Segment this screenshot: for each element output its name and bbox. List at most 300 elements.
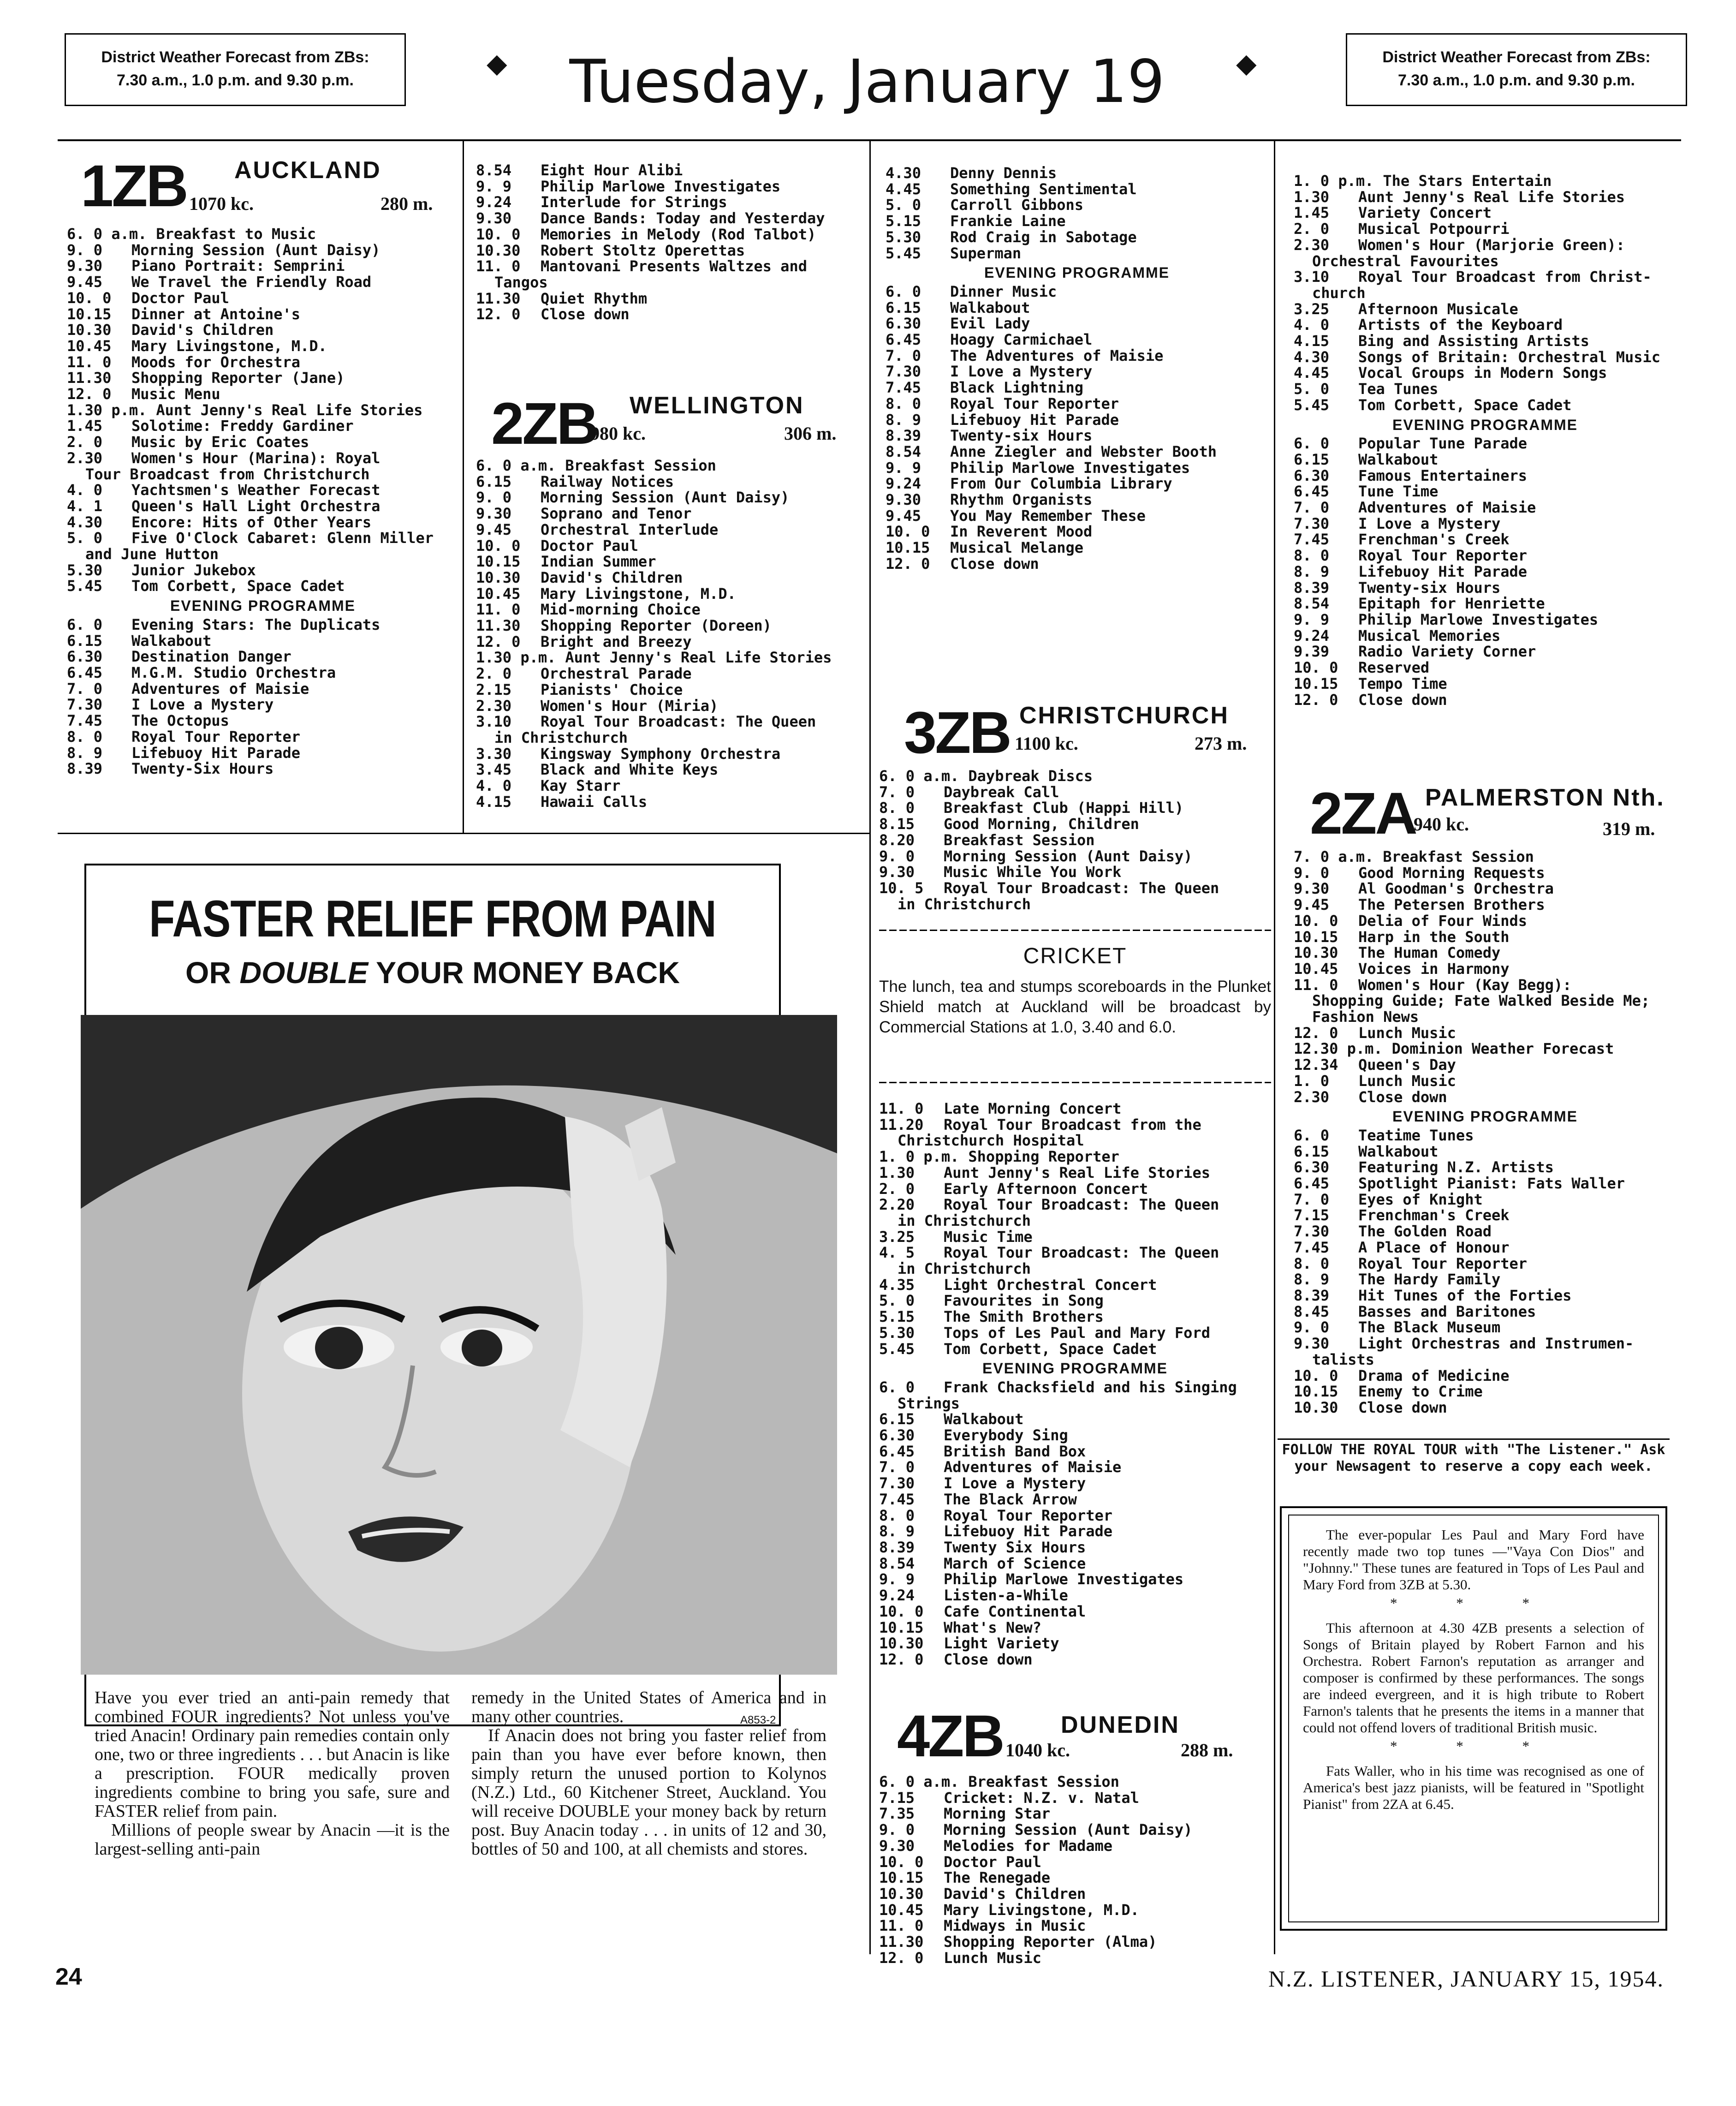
programme-row bbox=[476, 762, 866, 778]
programme-title: Daybreak Discs bbox=[968, 767, 1093, 785]
programme-time: 10.15 bbox=[1294, 1383, 1338, 1401]
programme-time bbox=[879, 1213, 898, 1229]
programme-row bbox=[476, 730, 866, 746]
programme-time: 9.45 bbox=[67, 273, 103, 291]
programme-title: Morning Session (Aunt Daisy) bbox=[541, 489, 790, 507]
programme-row bbox=[1294, 1207, 1677, 1223]
programme-time: 4. 0 bbox=[1294, 316, 1330, 334]
cricket-heading: CRICKET bbox=[1023, 944, 1127, 968]
programme-row bbox=[67, 434, 459, 450]
programme-row bbox=[476, 210, 866, 227]
programme-title: Close down bbox=[541, 305, 630, 323]
programme-time: 8. 0 bbox=[879, 1506, 915, 1524]
programme-time: 3.10 bbox=[1294, 268, 1330, 286]
programme-time: 5.45 bbox=[67, 577, 103, 595]
programme-time: 10.30 bbox=[476, 568, 521, 586]
programme-time: 10.30 bbox=[67, 321, 112, 339]
programme-time: 5.45 bbox=[879, 1340, 915, 1358]
programme-row bbox=[1294, 333, 1677, 349]
programme-title: Bing and Assisting Artists bbox=[1358, 332, 1589, 350]
programme-time: 7.45 bbox=[1294, 1238, 1330, 1256]
programme-title: Memories in Melody (Rod Talbot) bbox=[541, 225, 816, 243]
programme-time: 6.45 bbox=[1294, 1175, 1330, 1193]
programme-title: Royal Tour Broadcast from the bbox=[944, 1116, 1201, 1134]
programme-title: Mid-morning Choice bbox=[541, 601, 701, 619]
programme-title: Women's Hour (Marjorie Green): bbox=[1358, 236, 1625, 254]
programme-time: 6.45 bbox=[886, 331, 922, 349]
programme-time: 6.30 bbox=[1294, 1158, 1330, 1176]
programme-row bbox=[879, 1396, 1271, 1412]
station-code-4zb: 4ZB bbox=[897, 1703, 1003, 1769]
programme-row bbox=[1294, 1009, 1677, 1025]
programme-title: Philip Marlowe Investigates bbox=[950, 459, 1190, 477]
programme-title: Railway Notices bbox=[541, 472, 674, 490]
section-rule bbox=[58, 833, 869, 834]
programme-row bbox=[67, 578, 459, 594]
programme-time: 1.45 bbox=[1294, 204, 1330, 222]
programme-time: 1.30 p.m. bbox=[476, 649, 556, 667]
weather-forecast-box-left bbox=[65, 33, 406, 106]
programme-title: Songs of Britain: Orchestral Music bbox=[1358, 348, 1661, 366]
programme-row bbox=[476, 506, 866, 522]
programme-row bbox=[476, 489, 866, 506]
programme-time: 5.15 bbox=[879, 1308, 915, 1326]
programme-time: 2.30 bbox=[67, 449, 103, 467]
programme-title: Breakfast Club (Happi Hill) bbox=[944, 799, 1184, 817]
programme-title: Destination Danger bbox=[131, 648, 291, 666]
programme-title: Dinner Music bbox=[950, 282, 1057, 300]
programme-row bbox=[879, 848, 1271, 865]
programme-title: Close down bbox=[1358, 1398, 1447, 1416]
programme-time: 6. 0 bbox=[1294, 1126, 1330, 1144]
programme-title: Early Afternoon Concert bbox=[944, 1180, 1148, 1198]
programme-title: Famous Entertainers bbox=[1358, 466, 1528, 484]
programme-title: Christchurch Hospital bbox=[898, 1132, 1084, 1150]
programme-title: Women's Hour (Miria) bbox=[541, 697, 719, 715]
programme-row bbox=[886, 364, 1268, 380]
programme-row bbox=[879, 1587, 1271, 1604]
programme-title: Close down bbox=[1358, 691, 1447, 709]
programme-title: Frank Chacksfield and his Singing bbox=[944, 1378, 1237, 1396]
programme-title: Artists of the Keyboard bbox=[1358, 316, 1563, 334]
programme-time: 6.30 bbox=[879, 1426, 915, 1444]
programme-row bbox=[476, 522, 866, 538]
programme-title: Orchestral Parade bbox=[541, 665, 692, 683]
evening-heading: EVENING PROGRAMME bbox=[1392, 416, 1578, 433]
programme-title: Royal Tour Reporter bbox=[1358, 547, 1528, 565]
programme-time: 4.15 bbox=[1294, 332, 1330, 350]
programme-row bbox=[67, 322, 459, 338]
programme-title: Fashion News bbox=[1312, 1008, 1419, 1026]
programme-row bbox=[476, 794, 866, 810]
programme-title: Doctor Paul bbox=[541, 537, 638, 555]
cricket-notice: The lunch, tea and stumps scoreboards in the Plunket Shield match at Auckland will be broadcast by Commercial Stations at 1.0, 3.40 and 6.0. bbox=[879, 978, 1271, 1036]
programme-row bbox=[879, 1556, 1271, 1572]
programme-time: 5. 0 bbox=[1294, 380, 1330, 398]
advert-subhead-emphasis: DOUBLE bbox=[239, 955, 369, 990]
programme-title: Royal Tour Reporter bbox=[950, 394, 1119, 412]
programme-time: 6.15 bbox=[67, 632, 103, 650]
programme-title: Black Lightning bbox=[950, 379, 1083, 397]
programme-time: 8. 9 bbox=[879, 1522, 915, 1540]
programme-time: 8.54 bbox=[879, 1554, 915, 1572]
programme-title: in Christchurch bbox=[898, 895, 1031, 913]
programme-time: 6.45 bbox=[1294, 483, 1330, 501]
programme-time: 10. 0 bbox=[67, 289, 112, 307]
programme-time: 10.30 bbox=[879, 1885, 924, 1903]
programme-time: 2. 0 bbox=[67, 433, 103, 451]
programme-row bbox=[879, 1870, 1271, 1886]
programme-title: Twenty-six Hours bbox=[1358, 579, 1501, 597]
programme-title: Evening Stars: The Duplicats bbox=[131, 615, 380, 633]
programme-title: Daybreak Call bbox=[944, 783, 1059, 801]
programme-title: Late Morning Concert bbox=[944, 1100, 1122, 1117]
programme-row bbox=[1294, 1336, 1677, 1352]
programme-time: 1.30 bbox=[1294, 188, 1330, 206]
programme-row bbox=[1294, 516, 1677, 532]
programme-time bbox=[1294, 1352, 1312, 1368]
programme-title: Frenchman's Creek bbox=[1358, 531, 1510, 549]
programme-title: Basses and Baritones bbox=[1358, 1302, 1536, 1320]
programme-time: 7.30 bbox=[1294, 514, 1330, 532]
programme-title: Robert Stoltz Operettas bbox=[541, 241, 745, 259]
programme-title: You May Remember These bbox=[950, 507, 1146, 525]
programme-title: Twenty Six Hours bbox=[944, 1538, 1086, 1556]
programme-time: 2.30 bbox=[1294, 1088, 1330, 1106]
programme-row bbox=[476, 258, 866, 274]
programme-row bbox=[67, 226, 459, 242]
programme-title: Variety Concert bbox=[1358, 204, 1492, 222]
programme-title: Light Orchestras and Instrumen- bbox=[1358, 1335, 1634, 1353]
programme-time bbox=[476, 274, 494, 291]
programme-time: 4.45 bbox=[1294, 364, 1330, 382]
programme-title: Epitaph for Henriette bbox=[1358, 595, 1545, 613]
programme-time bbox=[879, 896, 898, 913]
programme-title: David's Children bbox=[944, 1885, 1086, 1903]
programme-title: Aunt Jenny's Real Life Stories bbox=[565, 649, 832, 667]
programme-row bbox=[1294, 1223, 1677, 1240]
programme-title: Tour Broadcast from Christchurch bbox=[85, 465, 370, 483]
programme-title: Queen's Hall Light Orchestra bbox=[131, 497, 380, 515]
station-city: DUNEDIN bbox=[1061, 1712, 1180, 1738]
programme-row bbox=[476, 602, 866, 618]
programme-title: Shopping Reporter bbox=[968, 1148, 1119, 1166]
programme-time bbox=[879, 1261, 898, 1277]
programme-row bbox=[67, 697, 459, 713]
programme-time: 12. 0 bbox=[879, 1650, 924, 1668]
programme-row bbox=[886, 540, 1268, 556]
section-rule bbox=[879, 930, 1271, 931]
programme-title: The Petersen Brothers bbox=[1358, 896, 1545, 914]
programme-row bbox=[67, 546, 459, 562]
separator-stars: * * * bbox=[1390, 1738, 1557, 1754]
weather-forecast-text: District Weather Forecast from ZBs: 7.30 a.m., 1.0 p.m. and 9.30 p.m. bbox=[1382, 48, 1651, 89]
programme-row bbox=[476, 306, 866, 322]
programme-title: Kingsway Symphony Orchestra bbox=[541, 745, 781, 763]
programme-time: 10.45 bbox=[67, 337, 112, 355]
programme-time: 9.45 bbox=[476, 520, 512, 538]
programme-row bbox=[879, 1245, 1271, 1261]
programme-time: 9.39 bbox=[1294, 643, 1330, 661]
programme-row bbox=[1294, 1352, 1677, 1368]
programme-time: 4.30 bbox=[67, 513, 103, 531]
programme-title: Tangos bbox=[494, 273, 548, 291]
programme-row bbox=[879, 1475, 1271, 1492]
programme-title: Morning Session (Aunt Daisy) bbox=[944, 847, 1193, 865]
programme-row bbox=[476, 570, 866, 586]
programme-list-1zb bbox=[67, 226, 459, 777]
programme-row bbox=[1294, 660, 1677, 676]
programme-row bbox=[67, 761, 459, 777]
programme-row bbox=[886, 181, 1268, 197]
programme-title: Morning Session (Aunt Daisy) bbox=[131, 241, 380, 259]
programme-title: Carroll Gibbons bbox=[950, 196, 1083, 214]
programme-time: 3.10 bbox=[476, 713, 512, 731]
programme-row bbox=[879, 1411, 1271, 1427]
programme-row bbox=[67, 530, 459, 546]
programme-title: Piano Portrait: Semprini bbox=[131, 257, 345, 275]
programme-time: 4. 1 bbox=[67, 497, 103, 515]
programme-title: Bright and Breezy bbox=[541, 632, 692, 650]
programme-row bbox=[879, 864, 1271, 880]
programme-row bbox=[476, 682, 866, 698]
programme-title: M.G.M. Studio Orchestra bbox=[131, 663, 336, 681]
programme-row bbox=[879, 1918, 1271, 1934]
programme-row bbox=[67, 617, 459, 633]
station-frequency: 1100 kc. bbox=[1015, 733, 1078, 754]
programme-time: 5.45 bbox=[886, 244, 922, 262]
programme-time: 9. 9 bbox=[879, 1570, 915, 1588]
programme-title: Harp in the South bbox=[1358, 928, 1510, 946]
programme-title: Shopping Reporter (Jane) bbox=[131, 369, 345, 387]
programme-title: Light Variety bbox=[944, 1635, 1059, 1653]
programme-title: Music by Eric Coates bbox=[131, 433, 309, 451]
programme-row bbox=[879, 816, 1271, 832]
programme-time: 10.15 bbox=[1294, 674, 1338, 692]
programme-title: Doctor Paul bbox=[131, 289, 229, 307]
programme-row bbox=[886, 348, 1268, 364]
programme-row bbox=[879, 1838, 1271, 1854]
programme-title: Women's Hour (Marina): Royal bbox=[131, 449, 380, 467]
programme-time: 8. 9 bbox=[1294, 1271, 1330, 1289]
programme-time bbox=[1294, 993, 1312, 1009]
programme-title: Breakfast to Music bbox=[156, 225, 316, 243]
programme-time: 12.30 p.m. bbox=[1294, 1040, 1383, 1058]
programme-row bbox=[879, 832, 1271, 848]
programme-title: Anne Ziegler and Webster Booth bbox=[950, 442, 1217, 460]
programme-time: 12.34 bbox=[1294, 1056, 1338, 1074]
programme-time: 7.45 bbox=[886, 379, 922, 397]
programme-row bbox=[879, 800, 1271, 816]
programme-row bbox=[879, 1427, 1271, 1444]
programme-time bbox=[879, 1396, 898, 1412]
programme-title: Denny Dennis bbox=[950, 164, 1057, 182]
programme-row bbox=[879, 1620, 1271, 1636]
programme-title: Kay Starr bbox=[541, 777, 621, 795]
programme-time: 9.24 bbox=[1294, 626, 1330, 644]
programme-time: 11.30 bbox=[67, 369, 112, 387]
programme-row bbox=[1294, 1025, 1677, 1041]
programme-time: 6.15 bbox=[1294, 1142, 1330, 1160]
programme-title: Superman bbox=[950, 244, 1022, 262]
programme-row bbox=[1294, 436, 1677, 452]
programme-title: Walkabout bbox=[1358, 450, 1439, 468]
programme-title: Lifebuoy Hit Parade bbox=[950, 411, 1119, 429]
programme-time: 8. 9 bbox=[886, 411, 922, 429]
programme-row bbox=[879, 1309, 1271, 1325]
woman-portrait-illustration bbox=[81, 1015, 837, 1675]
programme-title: Quiet Rhythm bbox=[541, 289, 648, 307]
programme-row bbox=[1294, 381, 1677, 397]
programme-row bbox=[1294, 1384, 1677, 1400]
programme-time: 10.30 bbox=[1294, 944, 1338, 962]
programme-time: 2. 0 bbox=[879, 1180, 915, 1198]
programme-row bbox=[879, 1934, 1271, 1950]
programme-row bbox=[879, 1492, 1271, 1508]
programme-time: 9. 9 bbox=[886, 459, 922, 477]
programme-time: 6.15 bbox=[476, 472, 512, 490]
page-number: 24 bbox=[55, 1963, 82, 1990]
programme-title: Cricket: N.Z. v. Natal bbox=[944, 1789, 1139, 1807]
programme-list-4zb-cont bbox=[1294, 173, 1677, 708]
programme-row bbox=[476, 778, 866, 794]
programme-time: 7. 0 bbox=[879, 783, 915, 801]
programme-title: The Renegade bbox=[944, 1869, 1051, 1887]
programme-list-2zb bbox=[476, 458, 866, 810]
programme-title: Musical Melange bbox=[950, 539, 1083, 557]
programme-title: The Black Museum bbox=[1358, 1318, 1501, 1336]
programme-title: I Love a Mystery bbox=[950, 363, 1093, 381]
programme-time bbox=[67, 466, 85, 483]
programme-row bbox=[476, 538, 866, 554]
programme-time: 2.20 bbox=[879, 1196, 915, 1214]
programme-title: Orchestral Favourites bbox=[1312, 252, 1499, 270]
programme-time: 12. 0 bbox=[886, 555, 930, 573]
programme-row bbox=[67, 306, 459, 322]
programme-time: 4. 0 bbox=[67, 481, 103, 499]
programme-row bbox=[886, 165, 1268, 181]
programme-time: 9.24 bbox=[879, 1587, 915, 1605]
programme-row bbox=[1294, 977, 1677, 993]
programme-row bbox=[1294, 929, 1677, 945]
programme-time: 6.15 bbox=[1294, 450, 1330, 468]
programme-title: Tune Time bbox=[1358, 483, 1439, 501]
programme-row bbox=[879, 1950, 1271, 1966]
programme-row bbox=[879, 1635, 1271, 1652]
programme-time: 1.45 bbox=[67, 417, 103, 435]
programme-row bbox=[67, 402, 459, 418]
programme-time: 9. 9 bbox=[1294, 610, 1330, 628]
programme-row bbox=[879, 1652, 1271, 1668]
programme-time: 1. 0 p.m. bbox=[1294, 172, 1374, 190]
programme-time: 8. 0 bbox=[879, 799, 915, 817]
programme-row bbox=[879, 1902, 1271, 1918]
programme-row bbox=[1294, 1073, 1677, 1089]
publication-line: N.Z. LISTENER, JANUARY 15, 1954. bbox=[1268, 1966, 1664, 1992]
programme-time: 11. 0 bbox=[879, 1917, 924, 1935]
programme-row bbox=[1294, 564, 1677, 580]
programme-title: church bbox=[1312, 284, 1366, 302]
programme-time: 8.45 bbox=[1294, 1302, 1330, 1320]
programme-time: 8. 0 bbox=[886, 394, 922, 412]
programme-time: 7. 0 bbox=[67, 680, 103, 698]
programme-list-1zb-cont bbox=[476, 162, 866, 322]
programme-row bbox=[1294, 285, 1677, 301]
programme-row bbox=[476, 586, 866, 602]
programme-title: Tom Corbett, Space Cadet bbox=[1358, 396, 1572, 414]
programme-title: A Place of Honour bbox=[1358, 1238, 1510, 1256]
programme-title: The Hardy Family bbox=[1358, 1271, 1501, 1289]
programme-row bbox=[476, 634, 866, 650]
programme-title: I Love a Mystery bbox=[944, 1474, 1086, 1492]
programme-title: Interlude for Strings bbox=[541, 193, 727, 211]
programme-title: Tops of Les Paul and Mary Ford bbox=[944, 1324, 1210, 1342]
programme-title: Royal Tour Broadcast: The Queen bbox=[944, 1244, 1219, 1262]
programme-row bbox=[1294, 628, 1677, 644]
programme-title: Musical Potpourri bbox=[1358, 220, 1510, 238]
programme-time: 6. 0 bbox=[1294, 435, 1330, 453]
programme-row bbox=[1294, 269, 1677, 285]
programme-row bbox=[476, 291, 866, 307]
programme-title: Junior Jukebox bbox=[131, 561, 256, 579]
programme-title: Eyes of Knight bbox=[1358, 1190, 1483, 1208]
programme-title: Voices in Harmony bbox=[1358, 960, 1510, 978]
programme-row bbox=[67, 633, 459, 649]
programme-time: 8.54 bbox=[886, 442, 922, 460]
programme-row bbox=[1294, 205, 1677, 221]
programme-title: Walkabout bbox=[950, 298, 1030, 316]
weather-forecast-box-right bbox=[1346, 33, 1687, 106]
programme-time: 1. 0 bbox=[1294, 1072, 1330, 1090]
programme-title: Black and White Keys bbox=[541, 761, 719, 779]
programme-title: David's Children bbox=[131, 321, 274, 339]
programme-title: Walkabout bbox=[131, 632, 212, 650]
programme-title: Queen's Day bbox=[1358, 1056, 1456, 1074]
section-rule bbox=[1278, 1438, 1670, 1440]
programme-row bbox=[476, 227, 866, 243]
programme-row bbox=[1294, 676, 1677, 692]
programme-row bbox=[1294, 1304, 1677, 1320]
programme-title: British Band Box bbox=[944, 1442, 1086, 1460]
programme-title: Vocal Groups in Modern Songs bbox=[1358, 364, 1607, 382]
programme-row bbox=[67, 370, 459, 386]
programme-row bbox=[1294, 913, 1677, 929]
programme-title: Five O'Clock Cabaret: Glenn Miller bbox=[131, 529, 434, 547]
programme-time: 7.15 bbox=[879, 1789, 915, 1807]
programme-title: Mantovani Presents Waltzes and bbox=[541, 257, 807, 275]
programme-title: We Travel the Friendly Road bbox=[131, 273, 372, 291]
programme-time: 6. 0 bbox=[886, 282, 922, 300]
programme-title: Solotime: Freddy Gardiner bbox=[131, 417, 354, 435]
programme-row bbox=[67, 681, 459, 697]
programme-title: Close down bbox=[950, 555, 1039, 573]
programme-title: Eight Hour Alibi bbox=[541, 161, 683, 179]
programme-row bbox=[879, 1790, 1271, 1806]
programme-time: 5. 0 bbox=[886, 196, 922, 214]
programme-row bbox=[67, 466, 459, 483]
programme-title: Popular Tune Parade bbox=[1358, 435, 1528, 453]
programme-title: Something Sentimental bbox=[950, 180, 1137, 198]
programme-time: 10.15 bbox=[1294, 928, 1338, 946]
programme-row bbox=[886, 556, 1268, 572]
programme-time: 2. 0 bbox=[476, 665, 512, 683]
programme-time: 9. 0 bbox=[879, 1821, 915, 1839]
programme-row bbox=[1294, 865, 1677, 881]
programme-time: 1.30 bbox=[879, 1163, 915, 1181]
programme-row bbox=[879, 1459, 1271, 1475]
programme-row bbox=[879, 1101, 1271, 1117]
programme-time: 5.45 bbox=[1294, 396, 1330, 414]
